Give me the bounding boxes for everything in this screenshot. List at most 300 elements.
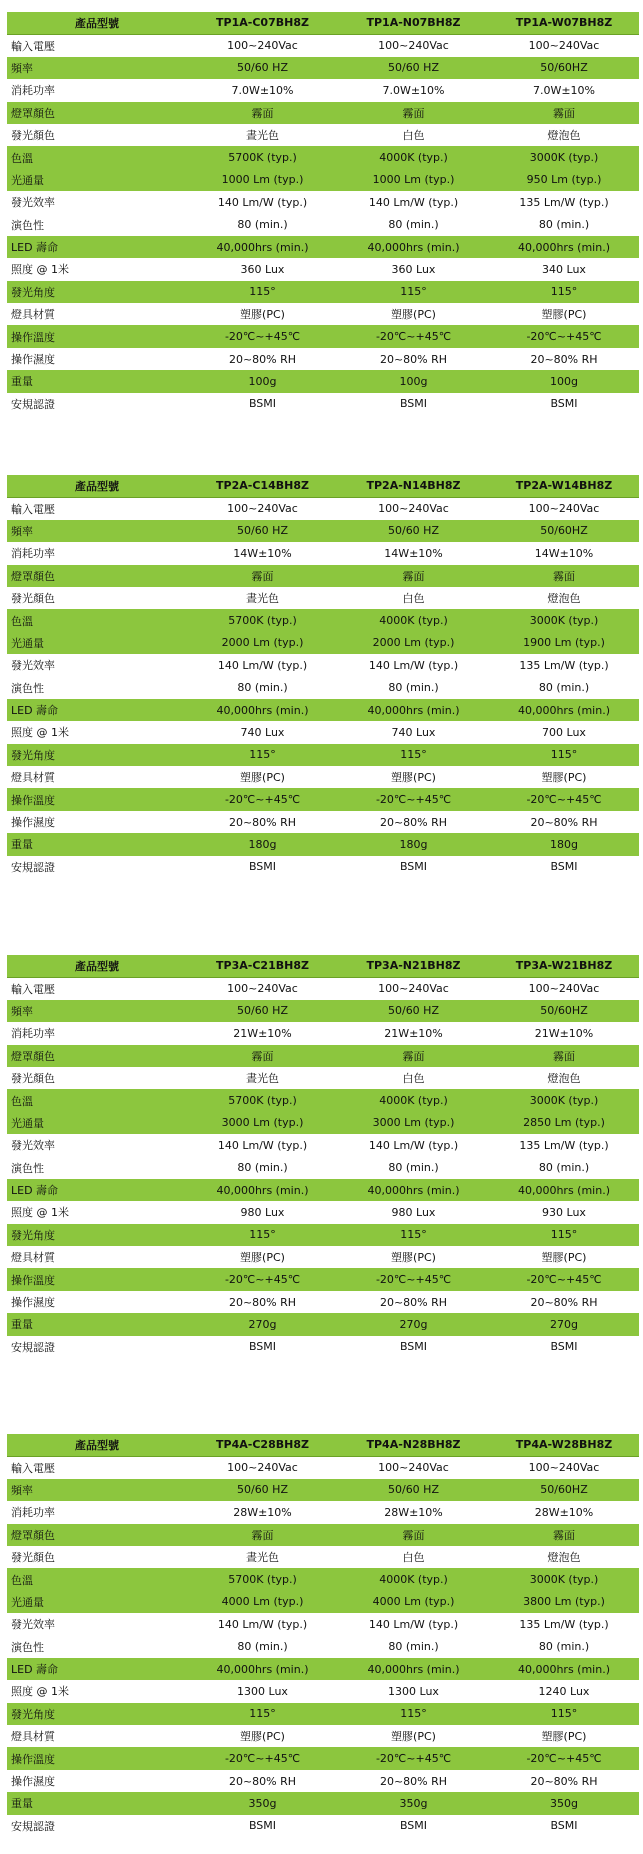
spec-value-cell: 340 Lux xyxy=(542,262,586,276)
spec-value-cell: 115° xyxy=(550,285,578,299)
spec-label-cell: 演色性 xyxy=(11,681,44,695)
spec-value-cell: 霧面 xyxy=(402,1528,425,1542)
model-number-cell: TP1A-W07BH8Z xyxy=(489,12,639,34)
spec-value-cell: 3800 Lm (typ.) xyxy=(523,1595,605,1609)
spec-value-cell: 4000K (typ.) xyxy=(379,1094,448,1108)
spec-value-cell: BSMI xyxy=(248,1819,277,1833)
spec-value-cell: 5700K (typ.) xyxy=(228,151,297,165)
spec-value-cell: 1300 Lux xyxy=(388,1684,439,1698)
model-number-cell: TP2A-N14BH8Z xyxy=(338,475,489,497)
spec-value-cell: 霧面 xyxy=(402,106,425,120)
spec-value-cell: BSMI xyxy=(248,397,277,411)
spec-value-cell: -20℃~+45℃ xyxy=(526,1273,602,1287)
spec-value-cell: 20~80% RH xyxy=(530,815,598,829)
spec-value-cell: 50/60 HZ xyxy=(236,61,288,75)
spec-label-cell: 光通量 xyxy=(11,1116,44,1130)
table-row xyxy=(7,1045,639,1067)
table-row xyxy=(7,169,639,191)
spec-value-cell: 100~240Vac xyxy=(227,982,298,996)
table-row xyxy=(7,744,639,766)
spec-label-cell: 輸入電壓 xyxy=(11,1461,55,1475)
table-row xyxy=(7,258,639,280)
spec-value-cell: 3000K (typ.) xyxy=(529,151,599,165)
spec-value-cell: 14W±10% xyxy=(534,546,594,560)
spec-value-cell: 100~240Vac xyxy=(528,502,600,516)
spec-value-cell: 115° xyxy=(400,748,427,762)
spec-value-cell: BSMI xyxy=(248,860,277,874)
spec-label-cell: 發光顏色 xyxy=(11,129,55,143)
spec-value-cell: 塑膠(PC) xyxy=(391,771,436,785)
spec-value-cell: -20℃~+45℃ xyxy=(375,793,452,807)
table-row xyxy=(7,1747,639,1769)
spec-value-cell: 20~80% RH xyxy=(379,1774,448,1788)
spec-value-cell: 930 Lux xyxy=(542,1205,586,1219)
spec-table-1 xyxy=(7,12,639,415)
spec-value-cell: 2000 Lm (typ.) xyxy=(221,636,304,650)
spec-value-cell: 100~240Vac xyxy=(378,502,449,516)
spec-value-cell: 100g xyxy=(399,374,428,388)
spec-value-cell: 80 (min.) xyxy=(237,1161,288,1175)
spec-value-cell: 40,000hrs (min.) xyxy=(216,240,309,254)
table-row xyxy=(7,57,639,79)
spec-value-cell: 40,000hrs (min.) xyxy=(216,1662,309,1676)
spec-value-cell: 1000 Lm (typ.) xyxy=(221,173,304,187)
spec-value-cell: 135 Lm/W (typ.) xyxy=(519,1138,609,1152)
model-number-cell: TP3A-W21BH8Z xyxy=(489,955,639,977)
spec-value-cell: 50/60 HZ xyxy=(387,1004,439,1018)
spec-label-cell: 輸入電壓 xyxy=(11,982,55,996)
spec-value-cell: 40,000hrs (min.) xyxy=(517,1183,611,1197)
table-row xyxy=(7,1770,639,1792)
spec-label-cell: 演色性 xyxy=(11,1640,44,1654)
table-row xyxy=(7,1815,639,1837)
spec-value-cell: 50/60HZ xyxy=(540,524,588,538)
spec-value-cell: 20~80% RH xyxy=(379,815,448,829)
spec-value-cell: 50/60HZ xyxy=(540,61,588,75)
spec-value-cell: 28W±10% xyxy=(534,1505,594,1519)
spec-value-cell: 14W±10% xyxy=(384,546,443,560)
spec-label-cell: 發光角度 xyxy=(11,285,55,299)
spec-value-cell: 4000 Lm (typ.) xyxy=(221,1595,304,1609)
table-row xyxy=(7,1224,639,1246)
spec-label-cell: 燈罩顏色 xyxy=(11,569,55,583)
spec-value-cell: -20℃~+45℃ xyxy=(224,1752,301,1766)
spec-value-cell: 140 Lm/W (typ.) xyxy=(217,658,308,672)
model-number-cell: TP3A-C21BH8Z xyxy=(187,955,338,977)
table-row xyxy=(7,1524,639,1546)
table-row xyxy=(7,1613,639,1635)
spec-value-cell: 塑膠(PC) xyxy=(391,308,436,322)
header-label-cell: 產品型號 xyxy=(7,955,187,977)
model-number-cell: TP2A-C14BH8Z xyxy=(187,475,338,497)
spec-value-cell: 燈泡色 xyxy=(547,129,581,143)
spec-label-cell: 消耗功率 xyxy=(11,547,55,561)
spec-value-cell: 40,000hrs (min.) xyxy=(517,703,611,717)
table-header-row xyxy=(7,12,639,34)
table-row xyxy=(7,1112,639,1134)
table-row xyxy=(7,1000,639,1022)
table-row xyxy=(7,1291,639,1313)
table-row xyxy=(7,348,639,370)
spec-value-cell: 80 (min.) xyxy=(237,218,288,232)
table-row xyxy=(7,1089,639,1111)
spec-value-cell: 115° xyxy=(550,1707,578,1721)
spec-label-cell: 色溫 xyxy=(11,151,33,165)
spec-value-cell: 115° xyxy=(249,1228,276,1242)
table-row xyxy=(7,1546,639,1568)
spec-value-cell: 1300 Lux xyxy=(237,1684,288,1698)
spec-value-cell: 140 Lm/W (typ.) xyxy=(217,1138,308,1152)
spec-value-cell: 燈泡色 xyxy=(547,1551,581,1565)
spec-value-cell: 霧面 xyxy=(251,106,274,120)
spec-label-cell: 色溫 xyxy=(11,614,33,628)
spec-value-cell: 4000K (typ.) xyxy=(379,614,448,628)
spec-value-cell: 100~240Vac xyxy=(528,39,600,53)
spec-label-cell: 燈罩顏色 xyxy=(11,1528,55,1542)
table-row xyxy=(7,1636,639,1658)
spec-value-cell: 20~80% RH xyxy=(530,1295,598,1309)
spec-value-cell: 270g xyxy=(399,1317,428,1331)
table-row xyxy=(7,102,639,124)
spec-value-cell: 14W±10% xyxy=(233,546,292,560)
table-row xyxy=(7,766,639,788)
spec-value-cell: 塑膠(PC) xyxy=(240,771,285,785)
spec-value-cell: 21W±10% xyxy=(233,1026,292,1040)
spec-value-cell: 塑膠(PC) xyxy=(391,1730,436,1744)
spec-value-cell: 塑膠(PC) xyxy=(240,1730,285,1744)
spec-value-cell: 100~240Vac xyxy=(227,39,298,53)
spec-label-cell: 光通量 xyxy=(11,636,44,650)
table-row xyxy=(7,788,639,810)
model-number-cell: TP4A-N28BH8Z xyxy=(338,1434,489,1456)
spec-value-cell: 白色 xyxy=(402,1072,425,1086)
spec-value-cell: -20℃~+45℃ xyxy=(526,330,602,344)
spec-value-cell: 霧面 xyxy=(553,106,575,120)
spec-value-cell: 霧面 xyxy=(553,1049,575,1063)
header-label-cell: 產品型號 xyxy=(7,1434,187,1456)
spec-value-cell: 3000 Lm (typ.) xyxy=(221,1116,304,1130)
spec-value-cell: 100~240Vac xyxy=(378,1461,449,1475)
table-row xyxy=(7,677,639,699)
table-row xyxy=(7,281,639,303)
table-row xyxy=(7,79,639,101)
spec-value-cell: 50/60 HZ xyxy=(236,1004,288,1018)
spec-label-cell: 照度 @ 1米 xyxy=(11,726,69,740)
spec-label-cell: 重量 xyxy=(11,1318,33,1332)
spec-value-cell: 360 Lux xyxy=(240,262,285,276)
spec-value-cell: 40,000hrs (min.) xyxy=(367,1183,460,1197)
spec-label-cell: LED 壽命 xyxy=(11,704,59,718)
model-number-cell: TP1A-N07BH8Z xyxy=(338,12,489,34)
spec-value-cell: BSMI xyxy=(550,1340,578,1354)
spec-value-cell: 20~80% RH xyxy=(228,352,297,366)
spec-value-cell: 霧面 xyxy=(402,569,425,583)
table-row xyxy=(7,654,639,676)
spec-value-cell: 180g xyxy=(248,837,277,851)
spec-value-cell: 980 Lux xyxy=(240,1205,285,1219)
table-row xyxy=(7,497,639,519)
spec-value-cell: 50/60 HZ xyxy=(387,524,439,538)
spec-label-cell: 演色性 xyxy=(11,218,44,232)
table-row xyxy=(7,1725,639,1747)
spec-label-cell: 操作濕度 xyxy=(11,1296,55,1310)
spec-value-cell: 115° xyxy=(400,1707,427,1721)
spec-value-cell: -20℃~+45℃ xyxy=(224,793,301,807)
spec-table-3 xyxy=(7,955,639,1358)
spec-value-cell: 3000 Lm (typ.) xyxy=(372,1116,455,1130)
spec-value-cell: 霧面 xyxy=(251,1049,274,1063)
spec-value-cell: 740 Lux xyxy=(240,725,285,739)
table-row xyxy=(7,1792,639,1814)
spec-label-cell: 安規認證 xyxy=(11,397,55,411)
spec-value-cell: 20~80% RH xyxy=(530,1774,598,1788)
spec-value-cell: BSMI xyxy=(248,1340,277,1354)
table-row xyxy=(7,124,639,146)
spec-value-cell: 3000K (typ.) xyxy=(529,1573,599,1587)
spec-value-cell: 100~240Vac xyxy=(528,982,600,996)
spec-value-cell: 20~80% RH xyxy=(228,815,297,829)
spec-label-cell: 安規認證 xyxy=(11,1819,55,1833)
spec-value-cell: 40,000hrs (min.) xyxy=(367,1662,460,1676)
spec-label-cell: 消耗功率 xyxy=(11,1027,55,1041)
table-row xyxy=(7,1313,639,1335)
spec-value-cell: -20℃~+45℃ xyxy=(375,1273,452,1287)
model-number-cell: TP3A-N21BH8Z xyxy=(338,955,489,977)
spec-value-cell: 晝光色 xyxy=(246,592,279,606)
spec-value-cell: 80 (min.) xyxy=(388,681,439,695)
table-row xyxy=(7,1336,639,1358)
spec-value-cell: 3000K (typ.) xyxy=(529,614,599,628)
spec-label-cell: 頻率 xyxy=(11,61,33,75)
spec-table-2 xyxy=(7,475,639,878)
table-header-row xyxy=(7,475,639,497)
spec-value-cell: BSMI xyxy=(550,1819,578,1833)
spec-label-cell: 輸入電壓 xyxy=(11,39,55,53)
table-row xyxy=(7,214,639,236)
spec-value-cell: 115° xyxy=(249,748,276,762)
table-row xyxy=(7,1703,639,1725)
spec-value-cell: 晝光色 xyxy=(246,1551,279,1565)
spec-value-cell: 7.0W±10% xyxy=(231,83,294,97)
spec-value-cell: 5700K (typ.) xyxy=(228,614,297,628)
spec-label-cell: 操作濕度 xyxy=(11,816,55,830)
spec-value-cell: BSMI xyxy=(550,860,578,874)
spec-label-cell: 發光顏色 xyxy=(11,592,55,606)
spec-label-cell: 安規認證 xyxy=(11,1340,55,1354)
spec-value-cell: 140 Lm/W (typ.) xyxy=(368,195,459,209)
spec-value-cell: 20~80% RH xyxy=(228,1774,297,1788)
spec-value-cell: 40,000hrs (min.) xyxy=(367,703,460,717)
spec-value-cell: 115° xyxy=(550,748,578,762)
spec-value-cell: 塑膠(PC) xyxy=(541,771,587,785)
table-row xyxy=(7,542,639,564)
spec-value-cell: 80 (min.) xyxy=(388,1161,439,1175)
spec-value-cell: 50/60 HZ xyxy=(387,1483,439,1497)
spec-value-cell: 80 (min.) xyxy=(538,1640,590,1654)
spec-label-cell: 燈具材質 xyxy=(11,1730,55,1744)
spec-label-cell: 燈罩顏色 xyxy=(11,106,55,120)
spec-label-cell: 重量 xyxy=(11,838,33,852)
spec-label-cell: 安規認證 xyxy=(11,860,55,874)
spec-value-cell: 115° xyxy=(249,285,276,299)
spec-label-cell: 照度 @ 1米 xyxy=(11,1685,69,1699)
spec-label-cell: 頻率 xyxy=(11,1483,33,1497)
spec-label-cell: 光通量 xyxy=(11,173,44,187)
spec-value-cell: 白色 xyxy=(402,1551,425,1565)
spec-value-cell: 7.0W±10% xyxy=(532,83,596,97)
spec-value-cell: 28W±10% xyxy=(233,1505,292,1519)
spec-value-cell: 100g xyxy=(550,374,578,388)
table-row xyxy=(7,1157,639,1179)
table-row xyxy=(7,1201,639,1223)
spec-value-cell: -20℃~+45℃ xyxy=(526,1752,602,1766)
spec-label-cell: 燈罩顏色 xyxy=(11,1049,55,1063)
spec-label-cell: 頻率 xyxy=(11,524,33,538)
spec-value-cell: 80 (min.) xyxy=(237,681,288,695)
spec-value-cell: BSMI xyxy=(399,397,428,411)
spec-value-cell: 40,000hrs (min.) xyxy=(216,1183,309,1197)
spec-value-cell: 20~80% RH xyxy=(379,352,448,366)
spec-value-cell: 135 Lm/W (typ.) xyxy=(519,658,609,672)
spec-value-cell: 740 Lux xyxy=(391,725,436,739)
spec-label-cell: 發光效率 xyxy=(11,1139,55,1153)
spec-label-cell: 發光角度 xyxy=(11,1707,55,1721)
spec-label-cell: 照度 @ 1米 xyxy=(11,263,69,277)
spec-value-cell: 700 Lux xyxy=(542,725,586,739)
spec-value-cell: 100g xyxy=(248,374,277,388)
spec-label-cell: 發光顏色 xyxy=(11,1551,55,1565)
spec-table-4 xyxy=(7,1434,639,1837)
spec-label-cell: LED 壽命 xyxy=(11,241,59,255)
spec-value-cell: 40,000hrs (min.) xyxy=(517,240,611,254)
spec-value-cell: 塑膠(PC) xyxy=(541,1251,587,1265)
spec-label-cell: 操作濕度 xyxy=(11,1775,55,1789)
spec-label-cell: 操作溫度 xyxy=(11,793,55,807)
table-row xyxy=(7,520,639,542)
spec-value-cell: 1900 Lm (typ.) xyxy=(523,636,605,650)
spec-value-cell: 21W±10% xyxy=(384,1026,443,1040)
table-row xyxy=(7,146,639,168)
table-header-row xyxy=(7,1434,639,1456)
table-row xyxy=(7,393,639,415)
spec-value-cell: 40,000hrs (min.) xyxy=(517,1662,611,1676)
spec-value-cell: 180g xyxy=(550,837,578,851)
spec-label-cell: 操作溫度 xyxy=(11,1273,55,1287)
spec-value-cell: 100~240Vac xyxy=(227,1461,298,1475)
spec-value-cell: 950 Lm (typ.) xyxy=(526,173,602,187)
table-row xyxy=(7,1501,639,1523)
spec-value-cell: 40,000hrs (min.) xyxy=(367,240,460,254)
table-row xyxy=(7,236,639,258)
spec-value-cell: 115° xyxy=(249,1707,276,1721)
spec-value-cell: 140 Lm/W (typ.) xyxy=(217,1617,308,1631)
spec-value-cell: 霧面 xyxy=(402,1049,425,1063)
spec-value-cell: 白色 xyxy=(402,129,425,143)
spec-label-cell: 重量 xyxy=(11,1797,33,1811)
spec-value-cell: 白色 xyxy=(402,592,425,606)
table-row xyxy=(7,1067,639,1089)
table-row xyxy=(7,191,639,213)
spec-label-cell: 操作濕度 xyxy=(11,353,55,367)
spec-label-cell: 操作溫度 xyxy=(11,330,55,344)
spec-value-cell: 20~80% RH xyxy=(379,1295,448,1309)
spec-label-cell: 演色性 xyxy=(11,1161,44,1175)
table-header-row xyxy=(7,955,639,977)
spec-value-cell: 180g xyxy=(399,837,428,851)
spec-value-cell: 135 Lm/W (typ.) xyxy=(519,1617,609,1631)
model-number-cell: TP1A-C07BH8Z xyxy=(187,12,338,34)
spec-value-cell: 100~240Vac xyxy=(528,1461,600,1475)
table-row xyxy=(7,303,639,325)
table-row xyxy=(7,325,639,347)
spec-label-cell: 消耗功率 xyxy=(11,84,55,98)
spec-value-cell: 1000 Lm (typ.) xyxy=(372,173,455,187)
spec-value-cell: 270g xyxy=(248,1317,277,1331)
spec-value-cell: 135 Lm/W (typ.) xyxy=(519,195,609,209)
table-row xyxy=(7,34,639,56)
table-row xyxy=(7,1456,639,1478)
table-row xyxy=(7,721,639,743)
spec-value-cell: 350g xyxy=(248,1796,277,1810)
spec-value-cell: 100~240Vac xyxy=(378,39,449,53)
spec-value-cell: 霧面 xyxy=(251,569,274,583)
spec-value-cell: 4000 Lm (typ.) xyxy=(372,1595,455,1609)
spec-value-cell: 晝光色 xyxy=(246,1072,279,1086)
spec-value-cell: -20℃~+45℃ xyxy=(375,1752,452,1766)
spec-label-cell: 燈具材質 xyxy=(11,1251,55,1265)
spec-value-cell: 塑膠(PC) xyxy=(541,1730,587,1744)
table-row xyxy=(7,1680,639,1702)
spec-value-cell: 2000 Lm (typ.) xyxy=(372,636,455,650)
spec-value-cell: 360 Lux xyxy=(391,262,436,276)
spec-value-cell: 980 Lux xyxy=(391,1205,436,1219)
spec-value-cell: 晝光色 xyxy=(246,129,279,143)
spec-value-cell: 燈泡色 xyxy=(547,1072,581,1086)
table-row xyxy=(7,1658,639,1680)
spec-value-cell: 20~80% RH xyxy=(530,352,598,366)
spec-label-cell: 燈具材質 xyxy=(11,771,55,785)
spec-label-cell: 重量 xyxy=(11,375,33,389)
spec-value-cell: 50/60 HZ xyxy=(236,1483,288,1497)
spec-value-cell: 2850 Lm (typ.) xyxy=(523,1116,605,1130)
table-row xyxy=(7,609,639,631)
spec-label-cell: 照度 @ 1米 xyxy=(11,1206,69,1220)
spec-value-cell: 50/60 HZ xyxy=(236,524,288,538)
spec-value-cell: 140 Lm/W (typ.) xyxy=(368,658,459,672)
table-row xyxy=(7,565,639,587)
spec-value-cell: 20~80% RH xyxy=(228,1295,297,1309)
spec-value-cell: 1240 Lux xyxy=(538,1684,590,1698)
spec-value-cell: 21W±10% xyxy=(534,1026,594,1040)
spec-value-cell: 霧面 xyxy=(251,1528,274,1542)
spec-value-cell: 4000K (typ.) xyxy=(379,151,448,165)
table-row xyxy=(7,587,639,609)
table-row xyxy=(7,1568,639,1590)
spec-value-cell: 80 (min.) xyxy=(538,218,590,232)
model-number-cell: TP4A-C28BH8Z xyxy=(187,1434,338,1456)
spec-value-cell: 霧面 xyxy=(553,1528,575,1542)
spec-value-cell: 4000K (typ.) xyxy=(379,1573,448,1587)
spec-value-cell: -20℃~+45℃ xyxy=(224,1273,301,1287)
table-row xyxy=(7,1479,639,1501)
spec-value-cell: 140 Lm/W (typ.) xyxy=(368,1617,459,1631)
model-number-cell: TP2A-W14BH8Z xyxy=(489,475,639,497)
spec-value-cell: 115° xyxy=(550,1228,578,1242)
table-row xyxy=(7,811,639,833)
table-row xyxy=(7,1179,639,1201)
spec-value-cell: 50/60HZ xyxy=(540,1004,588,1018)
spec-value-cell: BSMI xyxy=(399,1340,428,1354)
